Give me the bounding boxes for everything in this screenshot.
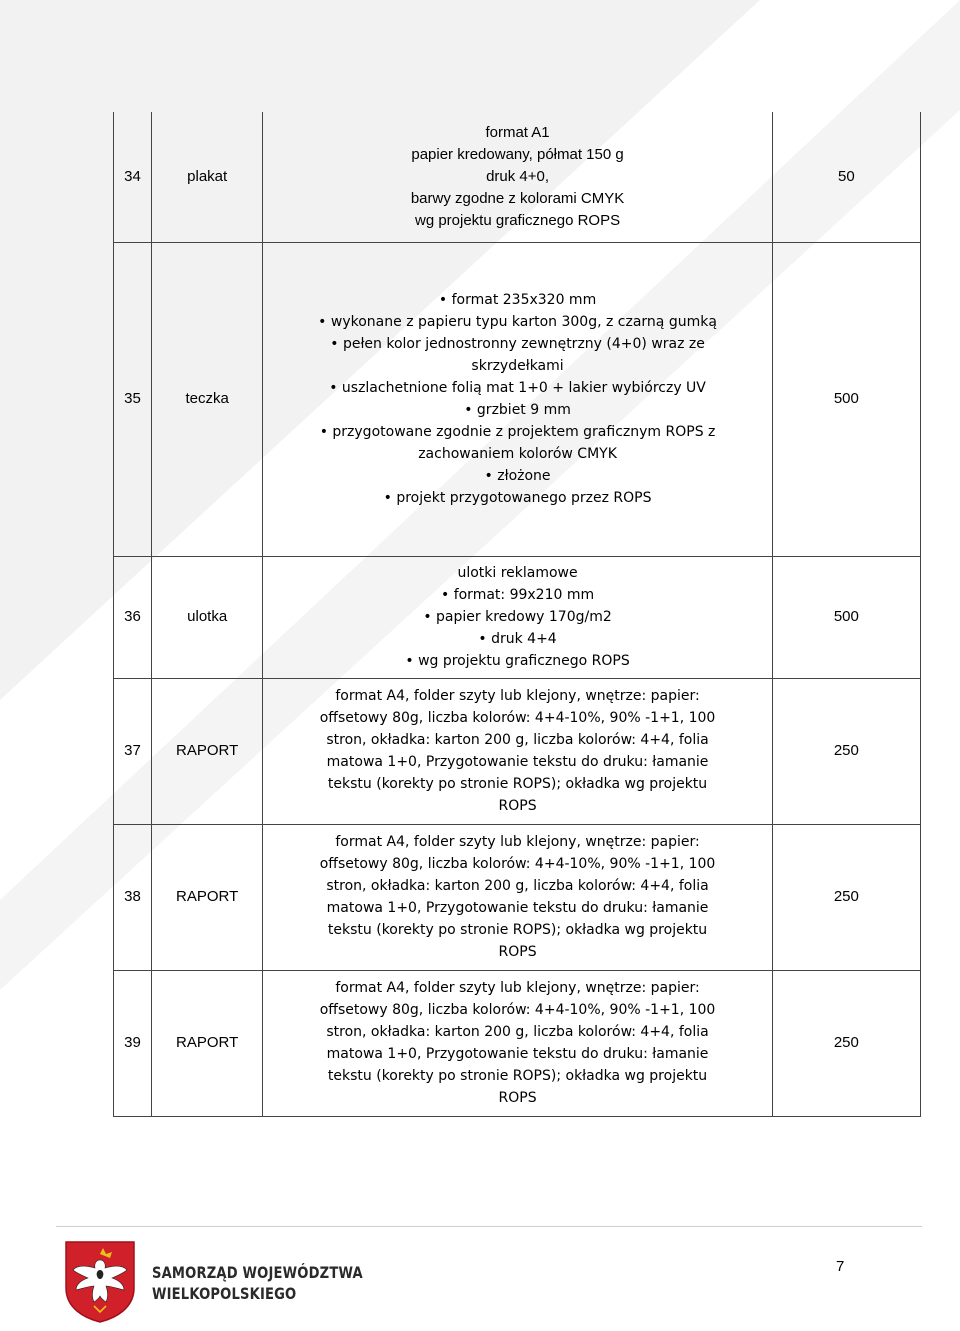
item-name: ulotka [151,556,263,678]
bullet-item: • wykonane z papieru typu karton 300g, z czarną gumką [269,311,765,333]
desc-line: ROPS [498,798,537,814]
item-quantity: 500 [772,242,920,556]
organization-name-line1: SAMORZĄD WOJEWÓDZTWA [152,1263,363,1282]
desc-line: ROPS [498,944,537,960]
row-number: 35 [114,242,152,556]
item-description [263,556,772,678]
desc-line: matowa 1+0, Przygotowanie tekstu do druku: łamanie [326,1046,709,1062]
desc-line: papier kredowany, półmat 150 g [411,145,624,163]
item-quantity: 250 [772,824,920,970]
bullet-item-continuation: zachowaniem kolorów CMYK [418,446,617,462]
row-number: 39 [114,970,152,1116]
table-row [114,242,921,556]
desc-line: ROPS [498,1090,537,1106]
desc-line: stron, okładka: karton 200 g, liczba kolorów: 4+4, folia [326,1024,709,1040]
organization-name [152,1262,363,1304]
table-row [114,678,921,824]
item-description [263,112,772,242]
bullet-item: • druk 4+4 [269,628,765,650]
item-quantity: 500 [772,556,920,678]
desc-line: offsetowy 80g, liczba kolorów: 4+4-10%, 90% -1+1, 100 [319,856,716,872]
footer-divider [56,1226,922,1227]
desc-line: offsetowy 80g, liczba kolorów: 4+4-10%, 90% -1+1, 100 [319,710,716,726]
desc-line: druk 4+0, [486,167,550,185]
desc-line: matowa 1+0, Przygotowanie tekstu do druku: łamanie [326,754,709,770]
desc-line: format A4, folder szyty lub klejony, wnętrze: papier: [335,834,700,850]
bullet-item: • grzbiet 9 mm [269,399,765,421]
item-name: RAPORT [151,970,263,1116]
bullet-item: • papier kredowy 170g/m2 [269,606,765,628]
bullet-item: • pełen kolor jednostronny zewnętrzny (4+0) wraz ze [269,333,765,355]
item-quantity: 50 [772,112,920,242]
desc-line: stron, okładka: karton 200 g, liczba kolorów: 4+4, folia [326,878,709,894]
desc-line: tekstu (korekty po stronie ROPS); okładka wg projektu [327,922,708,938]
desc-line: format A1 [485,123,550,141]
item-description [263,678,772,824]
bullet-item-continuation: skrzydełkami [471,358,564,374]
bullet-item: • przygotowane zgodnie z projektem graficznym ROPS z [269,421,765,443]
desc-line: wg projektu graficznego ROPS [414,211,621,229]
desc-line: ulotki reklamowe [457,565,578,581]
bullet-item: • uszlachetnione folią mat 1+0 + lakier wybiórczy UV [269,377,765,399]
specification-table [113,112,921,1117]
organization-name-line2: WIELKOPOLSKIEGO [152,1284,297,1303]
table-row [114,112,921,242]
page-number: 7 [836,1258,845,1275]
row-number: 36 [114,556,152,678]
item-description [263,970,772,1116]
bullet-item: • format 235x320 mm [269,289,765,311]
table-row [114,970,921,1116]
desc-line: tekstu (korekty po stronie ROPS); okładka wg projektu [327,1068,708,1084]
bullet-item: • projekt przygotowanego przez ROPS [269,487,765,509]
table-row [114,556,921,678]
desc-line: tekstu (korekty po stronie ROPS); okładka wg projektu [327,776,708,792]
item-quantity: 250 [772,678,920,824]
bullet-item: • wg projektu graficznego ROPS [269,650,765,672]
row-number: 34 [114,112,152,242]
item-description [263,242,772,556]
item-name: teczka [151,242,263,556]
desc-line: barwy zgodne z kolorami CMYK [410,189,625,207]
row-number: 37 [114,678,152,824]
bullet-item: • format: 99x210 mm [269,584,765,606]
desc-line: stron, okładka: karton 200 g, liczba kolorów: 4+4, folia [326,732,709,748]
item-name: RAPORT [151,824,263,970]
eagle-coat-of-arms-icon [64,1240,136,1324]
bullet-item: • złożone [269,465,765,487]
item-description [263,824,772,970]
item-name: plakat [151,112,263,242]
row-number: 38 [114,824,152,970]
table-row [114,824,921,970]
desc-line: offsetowy 80g, liczba kolorów: 4+4-10%, 90% -1+1, 100 [319,1002,716,1018]
item-quantity: 250 [772,970,920,1116]
desc-line: matowa 1+0, Przygotowanie tekstu do druku: łamanie [326,900,709,916]
desc-line: format A4, folder szyty lub klejony, wnętrze: papier: [335,688,700,704]
desc-line: format A4, folder szyty lub klejony, wnętrze: papier: [335,980,700,996]
item-name: RAPORT [151,678,263,824]
